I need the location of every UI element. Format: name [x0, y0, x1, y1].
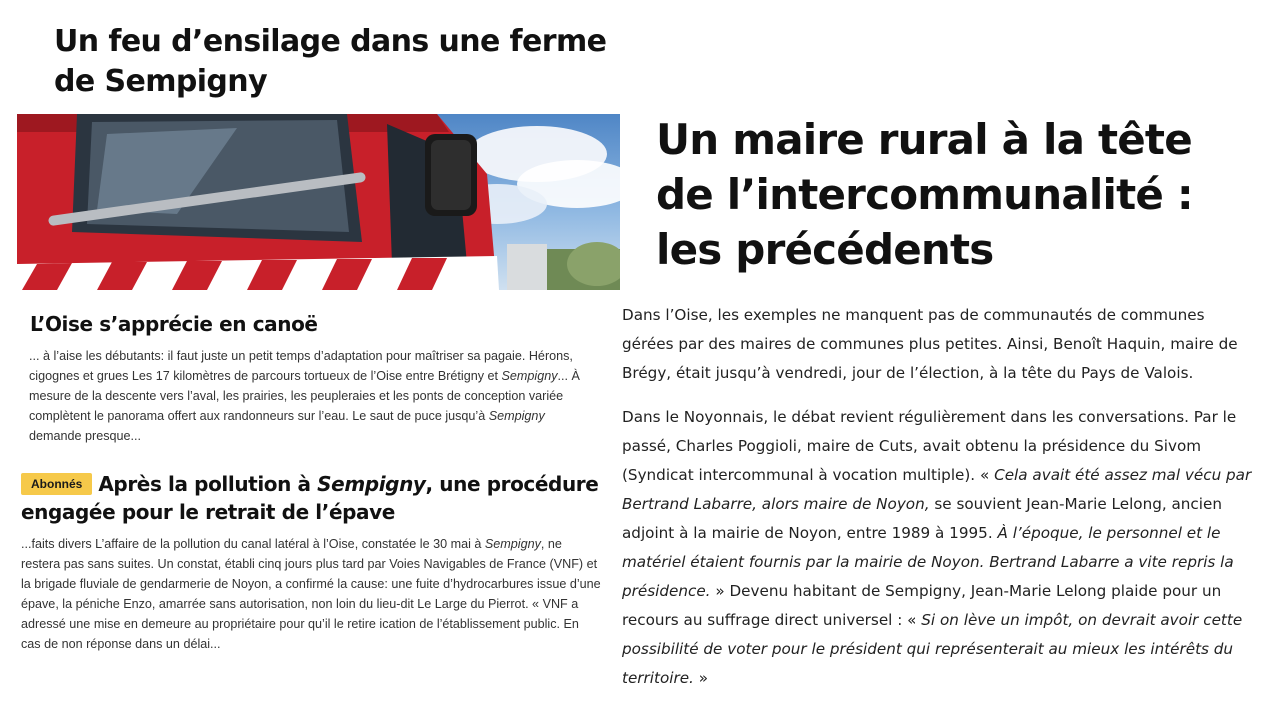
italic-text-run: Cela avait été assez mal vécu par Bertrand Labarre, alors maire de Noyon, [622, 466, 1252, 513]
article-photo[interactable] [17, 114, 620, 290]
text-run: Dans le Noyonnais, le débat revient régulièrement dans les conversations. Par le passé, Charles Poggioli, maire de Cuts, avait obtenu la présidence du Sivom (Syndicat intercommunal à vocation multiple). « [622, 408, 1237, 484]
text-run: ... à l’aise les débutants: il faut juste un petit temps d’adaptation pour maîtriser sa pagaie. Hérons, cigognes et grues Les 17 kilomètres de parcours tortueux de l’Oise entre Brétigny et [29, 349, 573, 383]
text-run: ...faits divers L’affaire de la pollution du canal latéral à l’Oise, constatée le 30 mai à [21, 537, 485, 551]
card1-title[interactable]: L’Oise s’apprécie en canoë [30, 312, 318, 336]
text-run: , ne restera pas sans suites. Un constat, établi cinq jours plus tard par Voies Navigables de France (VNF) et la brigade fluviale de gendarmerie de Noyon, a confirmé la cause: une fuite d’hydrocarbures issue d’une épave, la péniche Enzo, amarrée sans autorisation, non loin du lieu-dit Le Large du Pierrot. « VNF a adressé une mise en demeure au propriétaire pour qu’il le retire ication de l’établissement public. En cas de non réponse dans un délai... [21, 537, 601, 651]
card1-excerpt [29, 346, 597, 446]
italic-text-run: Sempigny [488, 409, 545, 423]
article-paragraph [622, 403, 1252, 693]
text-run: » [693, 669, 709, 687]
card2-excerpt [21, 534, 601, 654]
article-paragraph [622, 301, 1252, 388]
italic-text-run: Sempigny [317, 472, 426, 496]
italic-text-run: À l’époque, le personnel et le matériel étaient fournis par la mairie de Noyon. Bertrand Labarre a vite repris la présidence. [622, 524, 1234, 600]
italic-text-run: Sempigny [484, 537, 541, 551]
text-run: » Devenu habitant de Sempigny, Jean-Marie Lelong plaide pour un recours au suffrage direct universel : « [622, 582, 1222, 629]
text-run: se souvient Jean-Marie Lelong, ancien adjoint à la mairie de Noyon, entre 1989 à 1995. [622, 495, 1222, 542]
card2-title[interactable] [21, 470, 601, 526]
main-article-title: Un maire rural à la tête de l’intercommunalité : les précédents [656, 115, 1193, 274]
text-run: Dans l’Oise, les exemples ne manquent pas de communautés de communes gérées par des maires de communes plus petites. Ainsi, Benoît Haquin, maire de Brégy, était jusqu’à vendredi, jour de l’élection, à la tête du Pays de Valois. [622, 306, 1238, 382]
text-run: , une procédure engagée pour le retrait de l’épave [21, 472, 599, 524]
subscriber-badge: Abonnés [21, 473, 92, 495]
text-run: demande presque... [29, 429, 142, 443]
card2-title-text[interactable] [21, 472, 598, 524]
text-run: Après la pollution à [98, 472, 318, 496]
italic-text-run: Sempigny [501, 369, 558, 383]
italic-text-run: Si on lève un impôt, on devrait avoir cette possibilité de voter pour le président qui représenterait au mieux les intérêts du territoire. [622, 611, 1243, 687]
fire-truck-illustration [17, 114, 620, 290]
text-run: ... À mesure de la descente vers l’aval, les prairies, les peupleraies et les ponts de conception variée complètent le panorama offert aux randonneurs sur l’eau. Le saut de puce jusqu’à [29, 369, 580, 423]
top-article-title[interactable]: Un feu d’ensilage dans une ferme de Sempigny [54, 24, 607, 99]
